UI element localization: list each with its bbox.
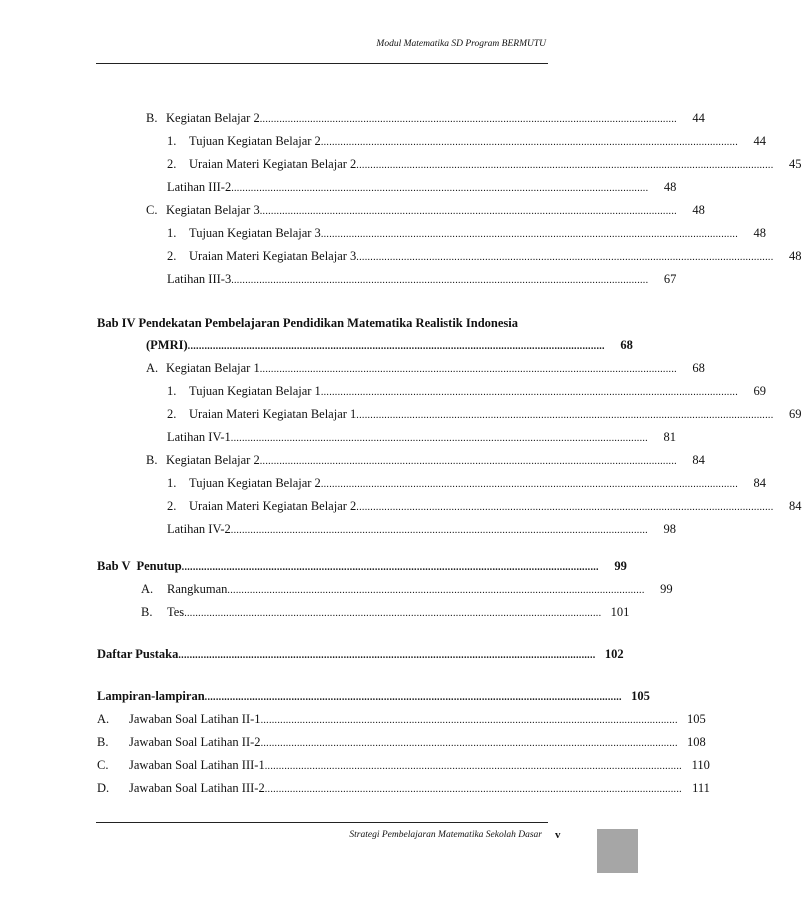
toc-entry-page: 99 [660,582,673,596]
toc-entry[interactable] [167,499,802,517]
toc-entry-number: 2. [167,157,177,171]
toc-entry[interactable] [146,203,705,221]
toc-entry-text: Tujuan Kegiatan Belajar 3 [189,226,321,240]
toc-entry-text: Jawaban Soal Latihan III-1 [129,758,265,772]
leader-dots: ..................................................................................................................................................... [260,738,678,749]
toc-entry-page: 48 [753,226,767,240]
toc-entry-text: Latihan IV-2 [167,522,231,536]
header-rule [96,63,548,64]
toc-entry-page: 84 [789,499,802,513]
toc-entry-page: 69 [789,407,802,421]
running-footer: Strategi Pembelajaran Matematika Sekolah Dasar [349,830,542,840]
toc-entry-number: 2. [167,407,177,421]
leader-dots: ..................................................................................................................................................... [320,479,739,490]
toc-entry[interactable] [167,384,767,402]
toc-entry-page: 81 [663,430,676,444]
toc-entry[interactable] [97,735,706,753]
toc-entry-text: Kegiatan Belajar 1 [166,361,260,375]
toc-entry-page: 45 [789,157,802,171]
toc-entry-number: 2. [167,249,177,263]
toc-entry-text: Uraian Materi Kegiatan Belajar 1 [189,407,357,421]
toc-entry-text: Tujuan Kegiatan Belajar 2 [189,476,321,490]
toc-entry-text: Jawaban Soal Latihan II-2 [129,735,261,749]
leader-dots: ..................................................................................................................................................... [259,456,677,467]
toc-entry-label: A. [146,361,159,375]
toc-entry[interactable] [167,522,676,540]
toc-entry-text: Uraian Materi Kegiatan Belajar 2 [189,499,357,513]
toc-entry-page: 98 [663,522,676,536]
toc-entry-number: 1. [167,134,177,148]
toc-entry[interactable] [167,407,802,425]
toc-entry[interactable] [167,226,767,244]
toc-entry[interactable] [167,157,802,175]
leader-dots: ..................................................................................................................................................... [264,784,682,795]
toc-entry-text: Daftar Pustaka [97,647,179,661]
toc-entry-page: 102 [604,647,624,661]
toc-entry[interactable] [146,338,633,356]
leader-dots: ..................................................................................................................................................... [231,275,649,286]
toc-entry-page: 110 [691,758,710,772]
leader-dots: ..................................................................................................................................................... [356,252,774,263]
leader-dots: ..................................................................................................................................................... [320,229,739,240]
page-number: v [555,829,561,841]
leader-dots: ..................................................................................................................................................... [178,650,596,661]
toc-entry[interactable] [167,180,677,198]
leader-dots: ..................................................................................................................................................... [187,341,605,352]
toc-entry-label: B. [97,735,109,749]
toc-entry-page: 67 [663,272,677,286]
toc-entry-label: C. [97,758,109,772]
toc-entry-text: Kegiatan Belajar 3 [166,203,260,217]
running-header: Modul Matematika SD Program BERMUTU [376,39,546,49]
footer-rule [96,822,548,823]
leader-dots: ..................................................................................................................................................... [356,410,774,421]
toc-entry-page: 84 [692,453,705,467]
toc-entry[interactable] [97,781,710,799]
toc-entry[interactable] [97,758,710,776]
toc-entry[interactable] [167,476,767,494]
toc-entry-label: B. [146,111,158,125]
toc-entry-text: Latihan III-2 [167,180,232,194]
leader-dots: ..................................................................................................................................................... [227,585,645,596]
toc-entry[interactable] [146,111,705,129]
toc-entry[interactable] [167,249,802,267]
toc-entry-page: 101 [610,605,630,619]
toc-entry-label: A. [97,712,110,726]
toc-entry-text: Kegiatan Belajar 2 [166,111,260,125]
toc-entry-number: 2. [167,499,177,513]
leader-dots: ..................................................................................................................................................... [184,608,602,619]
chapter-title[interactable]: Bab IV Pendekatan Pembelajaran Pendidikan Matematika Realistik Indonesia [97,316,518,330]
leader-dots: ..................................................................................................................................................... [231,183,649,194]
toc-entry-page: 68 [692,361,705,375]
toc-entry-label: C. [146,203,158,217]
toc-entry-label: B. [141,605,153,619]
toc-entry-label: D. [97,781,110,795]
toc-entry-text: Uraian Materi Kegiatan Belajar 3 [189,249,357,263]
leader-dots: ..................................................................................................................................................... [320,137,739,148]
leader-dots: ..................................................................................................................................................... [230,433,648,444]
toc-entry-number: 1. [167,476,177,490]
toc-entry-page: 99 [614,559,627,573]
toc-entry[interactable] [167,430,676,448]
toc-entry-text: Latihan IV-1 [167,430,231,444]
toc-entry[interactable] [146,453,705,471]
leader-dots: ..................................................................................................................................................... [356,160,774,171]
toc-entry[interactable] [167,134,767,152]
toc-entry[interactable] [141,605,630,623]
toc-entry-text: Latihan III-3 [167,272,232,286]
leader-dots: ..................................................................................................................................................... [264,761,682,772]
toc-entry-text: Jawaban Soal Latihan III-2 [129,781,265,795]
toc-entry-page: 48 [692,203,705,217]
toc-entry-text: Kegiatan Belajar 2 [166,453,260,467]
leader-dots: ..................................................................................................................................................... [320,387,739,398]
toc-entry-text: Bab V Penutup [97,559,182,573]
toc-entry-page: 105 [687,712,706,726]
toc-entry[interactable] [97,647,624,665]
toc-entry[interactable] [97,559,627,577]
toc-entry[interactable] [146,361,705,379]
leader-dots: ..................................................................................................................................................... [181,562,599,573]
toc-entry-page: 105 [631,689,650,703]
toc-entry-text: Uraian Materi Kegiatan Belajar 2 [189,157,357,171]
toc-entry-label: A. [141,582,154,596]
toc-entry-page: 69 [753,384,767,398]
toc-entry-text: (PMRI) [146,338,188,352]
toc-entry-label: B. [146,453,158,467]
toc-entry-text: Rangkuman [167,582,228,596]
leader-dots: ..................................................................................................................................................... [204,692,622,703]
toc-entry-text: Tes [167,605,185,619]
toc-entry[interactable] [141,582,673,600]
leader-dots: ..................................................................................................................................................... [230,525,648,536]
leader-dots: ..................................................................................................................................................... [356,502,774,513]
toc-entry-text: Jawaban Soal Latihan II-1 [129,712,261,726]
leader-dots: ..................................................................................................................................................... [259,364,677,375]
leader-dots: ..................................................................................................................................................... [260,715,678,726]
page-edge-tab [597,829,638,873]
toc-entry-page: 108 [687,735,706,749]
toc-entry-number: 1. [167,384,177,398]
toc-entry-page: 48 [663,180,677,194]
toc-entry-page: 44 [692,111,705,125]
toc-entry[interactable] [167,272,677,290]
toc-entry[interactable] [97,712,706,730]
leader-dots: ..................................................................................................................................................... [259,206,677,217]
toc-entry-number: 1. [167,226,177,240]
toc-entry[interactable] [97,689,650,707]
leader-dots: ..................................................................................................................................................... [259,114,677,125]
toc-entry-page: 44 [753,134,767,148]
toc-entry-text: Tujuan Kegiatan Belajar 1 [189,384,321,398]
toc-entry-page: 111 [692,781,710,795]
toc-entry-text: Tujuan Kegiatan Belajar 2 [189,134,321,148]
toc-entry-page: 48 [789,249,802,263]
toc-entry-text: Lampiran-lampiran [97,689,205,703]
toc-entry-page: 84 [753,476,767,490]
toc-entry-page: 68 [620,338,633,352]
